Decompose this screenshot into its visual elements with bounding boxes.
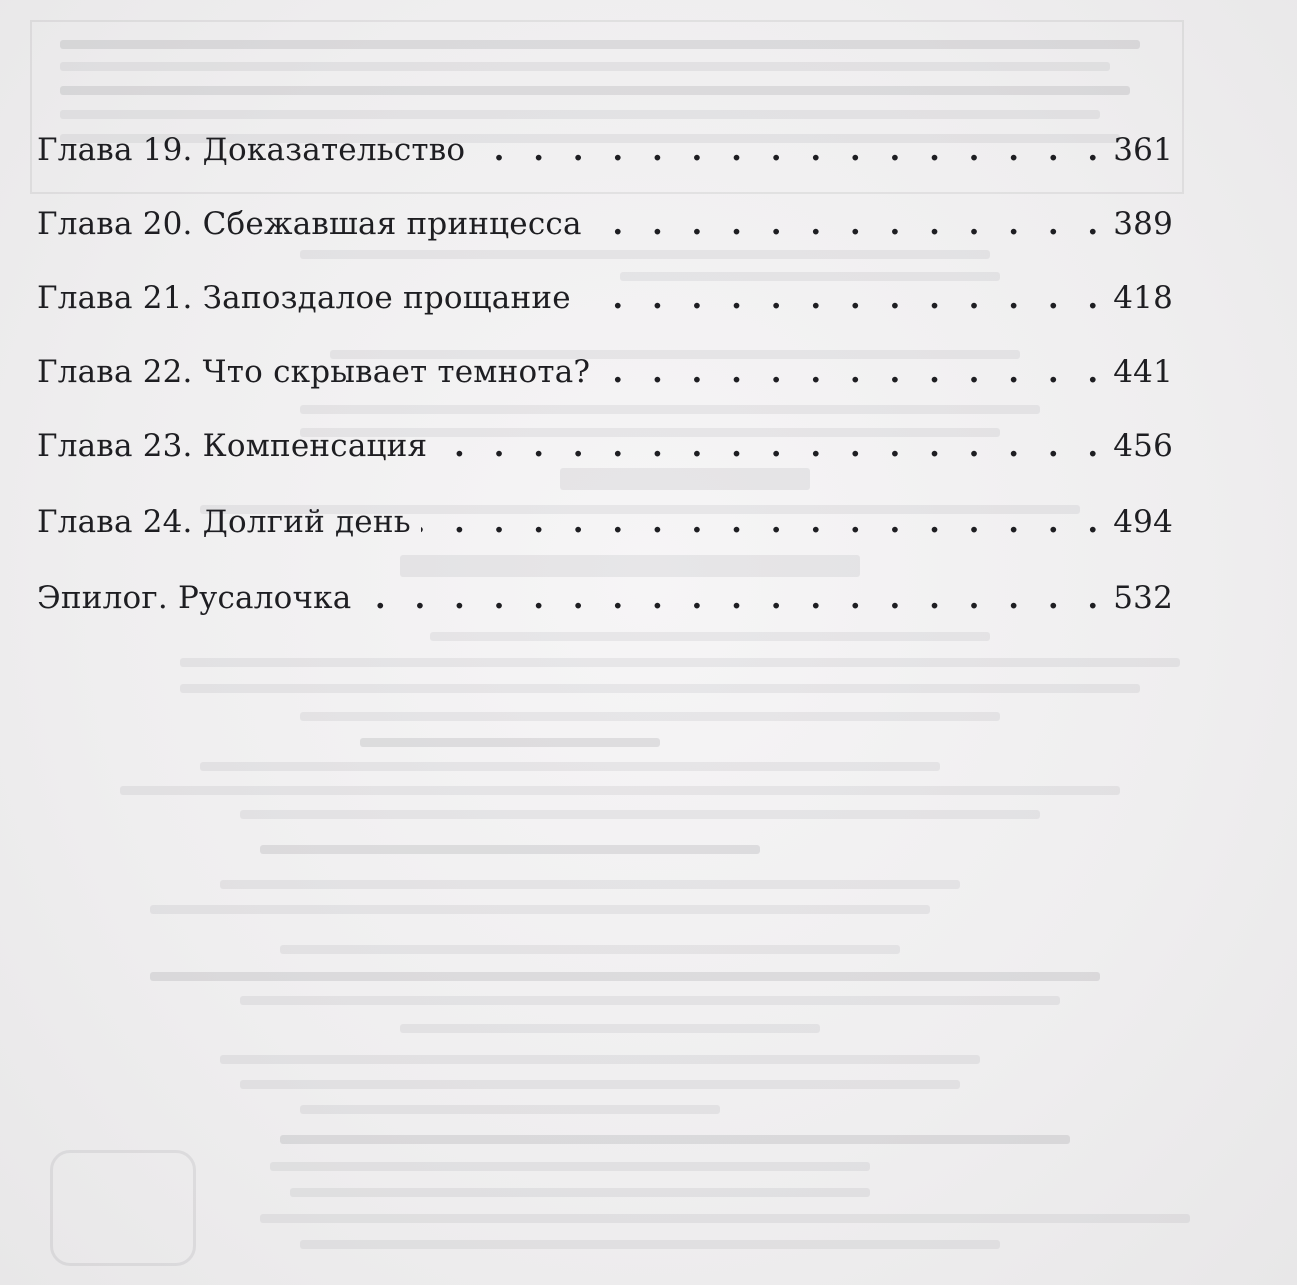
- toc-entry-page: 361: [1113, 132, 1173, 168]
- toc-entry-title: Глава 20. Сбежавшая принцесса: [37, 206, 582, 242]
- toc-entry-chapter-24: [37, 504, 1173, 548]
- toc-entry-chapter-19: [37, 132, 1173, 176]
- toc-dot-leader: [421, 504, 1107, 540]
- toc-entry-title: Глава 19. Доказательство: [37, 132, 466, 168]
- toc-entry-title: Глава 22. Что скрывает темнота?: [37, 354, 591, 390]
- toc-dot-leader: [600, 354, 1107, 390]
- toc-entry-title: Глава 23. Компенсация: [37, 428, 428, 464]
- toc-entry-title: Глава 21. Запоздалое прощание: [37, 280, 571, 316]
- toc-dot-leader: [592, 206, 1108, 242]
- toc-entry-page: 532: [1113, 580, 1173, 616]
- toc-entry-chapter-21: [37, 280, 1173, 324]
- toc-dot-leader: [581, 280, 1107, 316]
- toc-dot-leader: [437, 428, 1107, 464]
- toc-entry-chapter-23: [37, 428, 1173, 472]
- toc-entry-chapter-20: [37, 206, 1173, 250]
- toc-entry-page: 494: [1113, 504, 1173, 540]
- toc-entry-page: 441: [1113, 354, 1173, 390]
- toc-entry-chapter-22: [37, 354, 1173, 398]
- toc-entry-title: Эпилог. Русалочка: [37, 580, 352, 616]
- toc-dot-leader: [475, 132, 1107, 168]
- toc-entry-title: Глава 24. Долгий день: [37, 504, 411, 540]
- toc-dot-leader: [361, 580, 1107, 616]
- toc-entry-page: 456: [1113, 428, 1173, 464]
- toc-entry-page: 418: [1113, 280, 1173, 316]
- toc-entry-page: 389: [1113, 206, 1173, 242]
- toc-entry-epilogue: [37, 580, 1173, 624]
